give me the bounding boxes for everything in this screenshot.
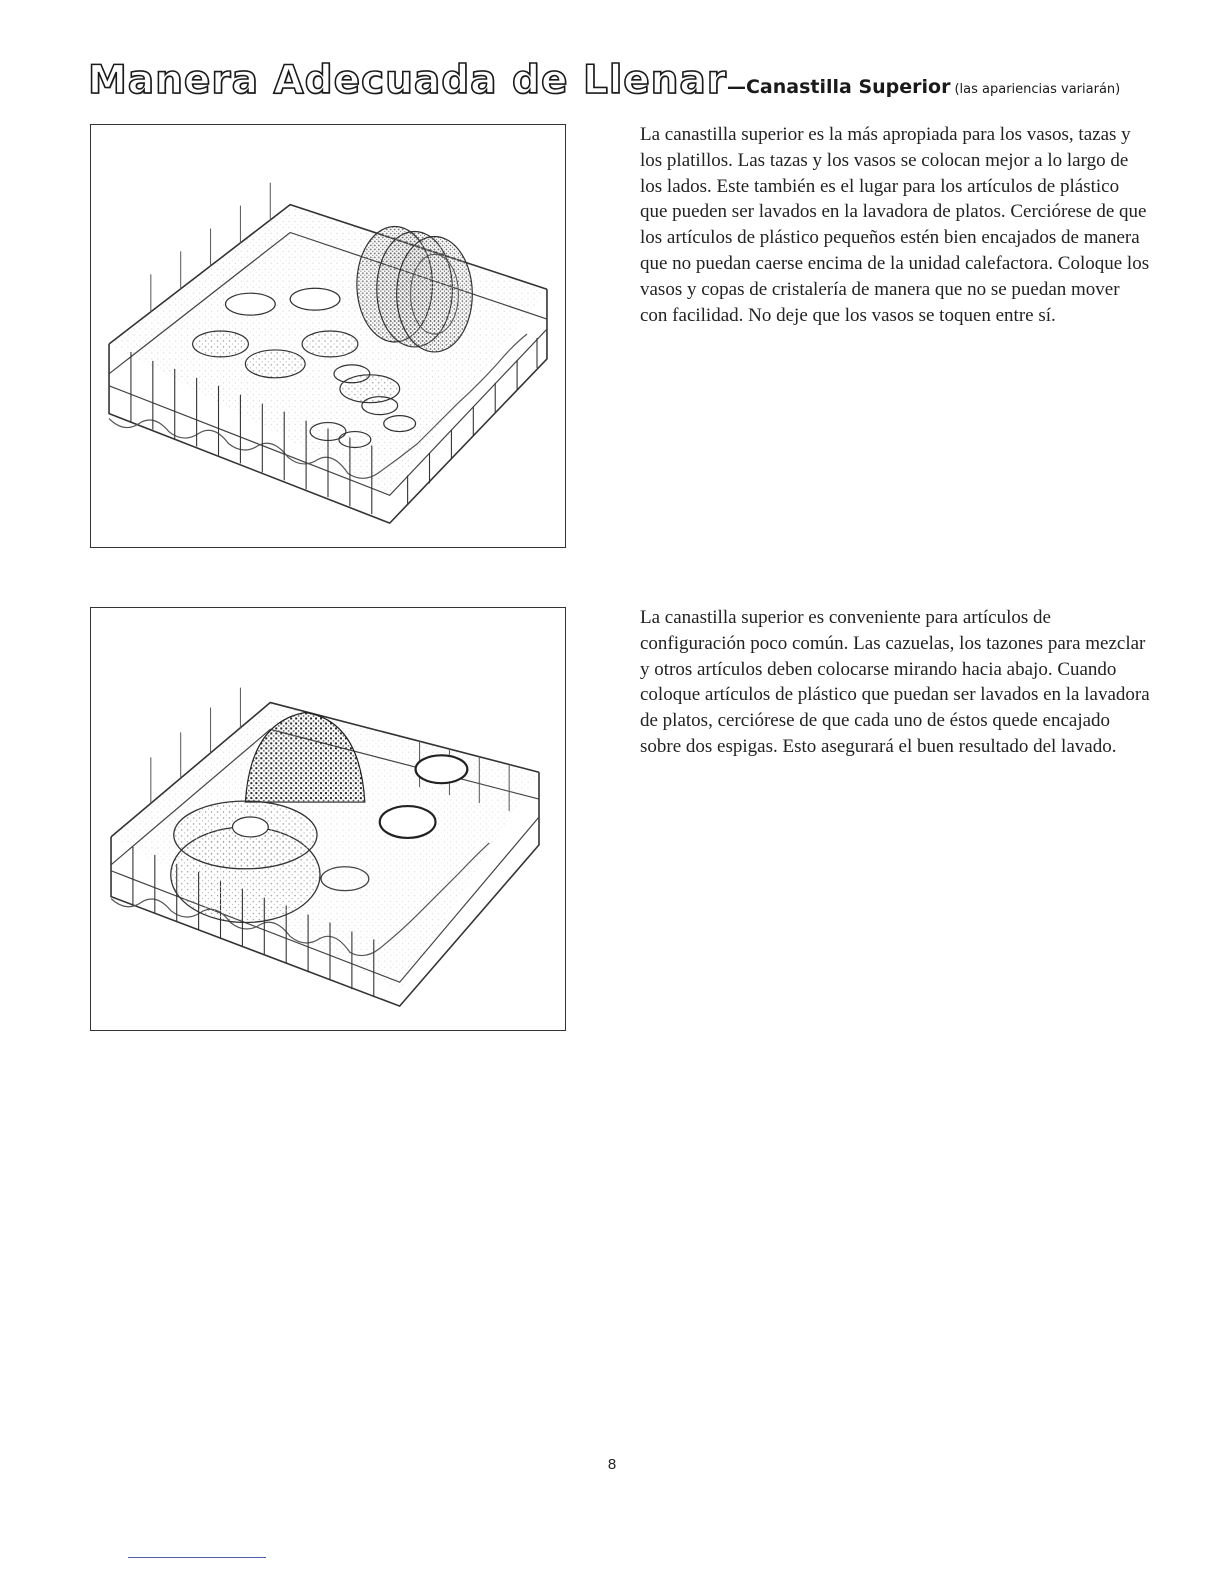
figure-rack-glasses — [90, 124, 566, 548]
title-note: (las apariencias variarán) — [954, 82, 1121, 97]
title-main: Manera Adecuada de Llenar — [88, 58, 727, 103]
figure-rack-bowls — [90, 607, 566, 1031]
title-subtitle: —Canastilla Superior — [726, 76, 951, 98]
rack-glasses-illustration — [91, 125, 565, 547]
page-title — [88, 58, 1148, 103]
paragraph-bowls: La canastilla superior es conveniente para artículos de configuración poco común. Las cazuelas, los tazones para mezclar y otros artículos deben colocarse mirando hacia abajo. Cuando coloque artículos de plástico que puedan ser lavados en la lavadora de platos, cerciórese de que cada uno de éstos quede encajado sobre dos espigas. Esto asegurará el buen resultado del lavado. — [640, 607, 1150, 757]
footer-rule — [128, 1557, 266, 1558]
paragraph-glasses: La canastilla superior es la más apropiada para los vasos, tazas y los platillos. Las tazas y los vasos se colocan mejor a lo largo de los lados. Este también es el lugar para los artículos de plástico que pueden ser lavados en la lavadora de platos. Cerciórese de que los artículos de plástico pequeños estén bien encajados de manera que no puedan caerse encima de la unidad calefactora. Coloque los vasos y copas de cristalería de manera que no se puedan mover con facilidad. No deje que los vasos se toquen entre sí. — [640, 124, 1150, 326]
page-number: 8 — [607, 1456, 617, 1473]
rack-bowls-illustration — [91, 608, 565, 1030]
